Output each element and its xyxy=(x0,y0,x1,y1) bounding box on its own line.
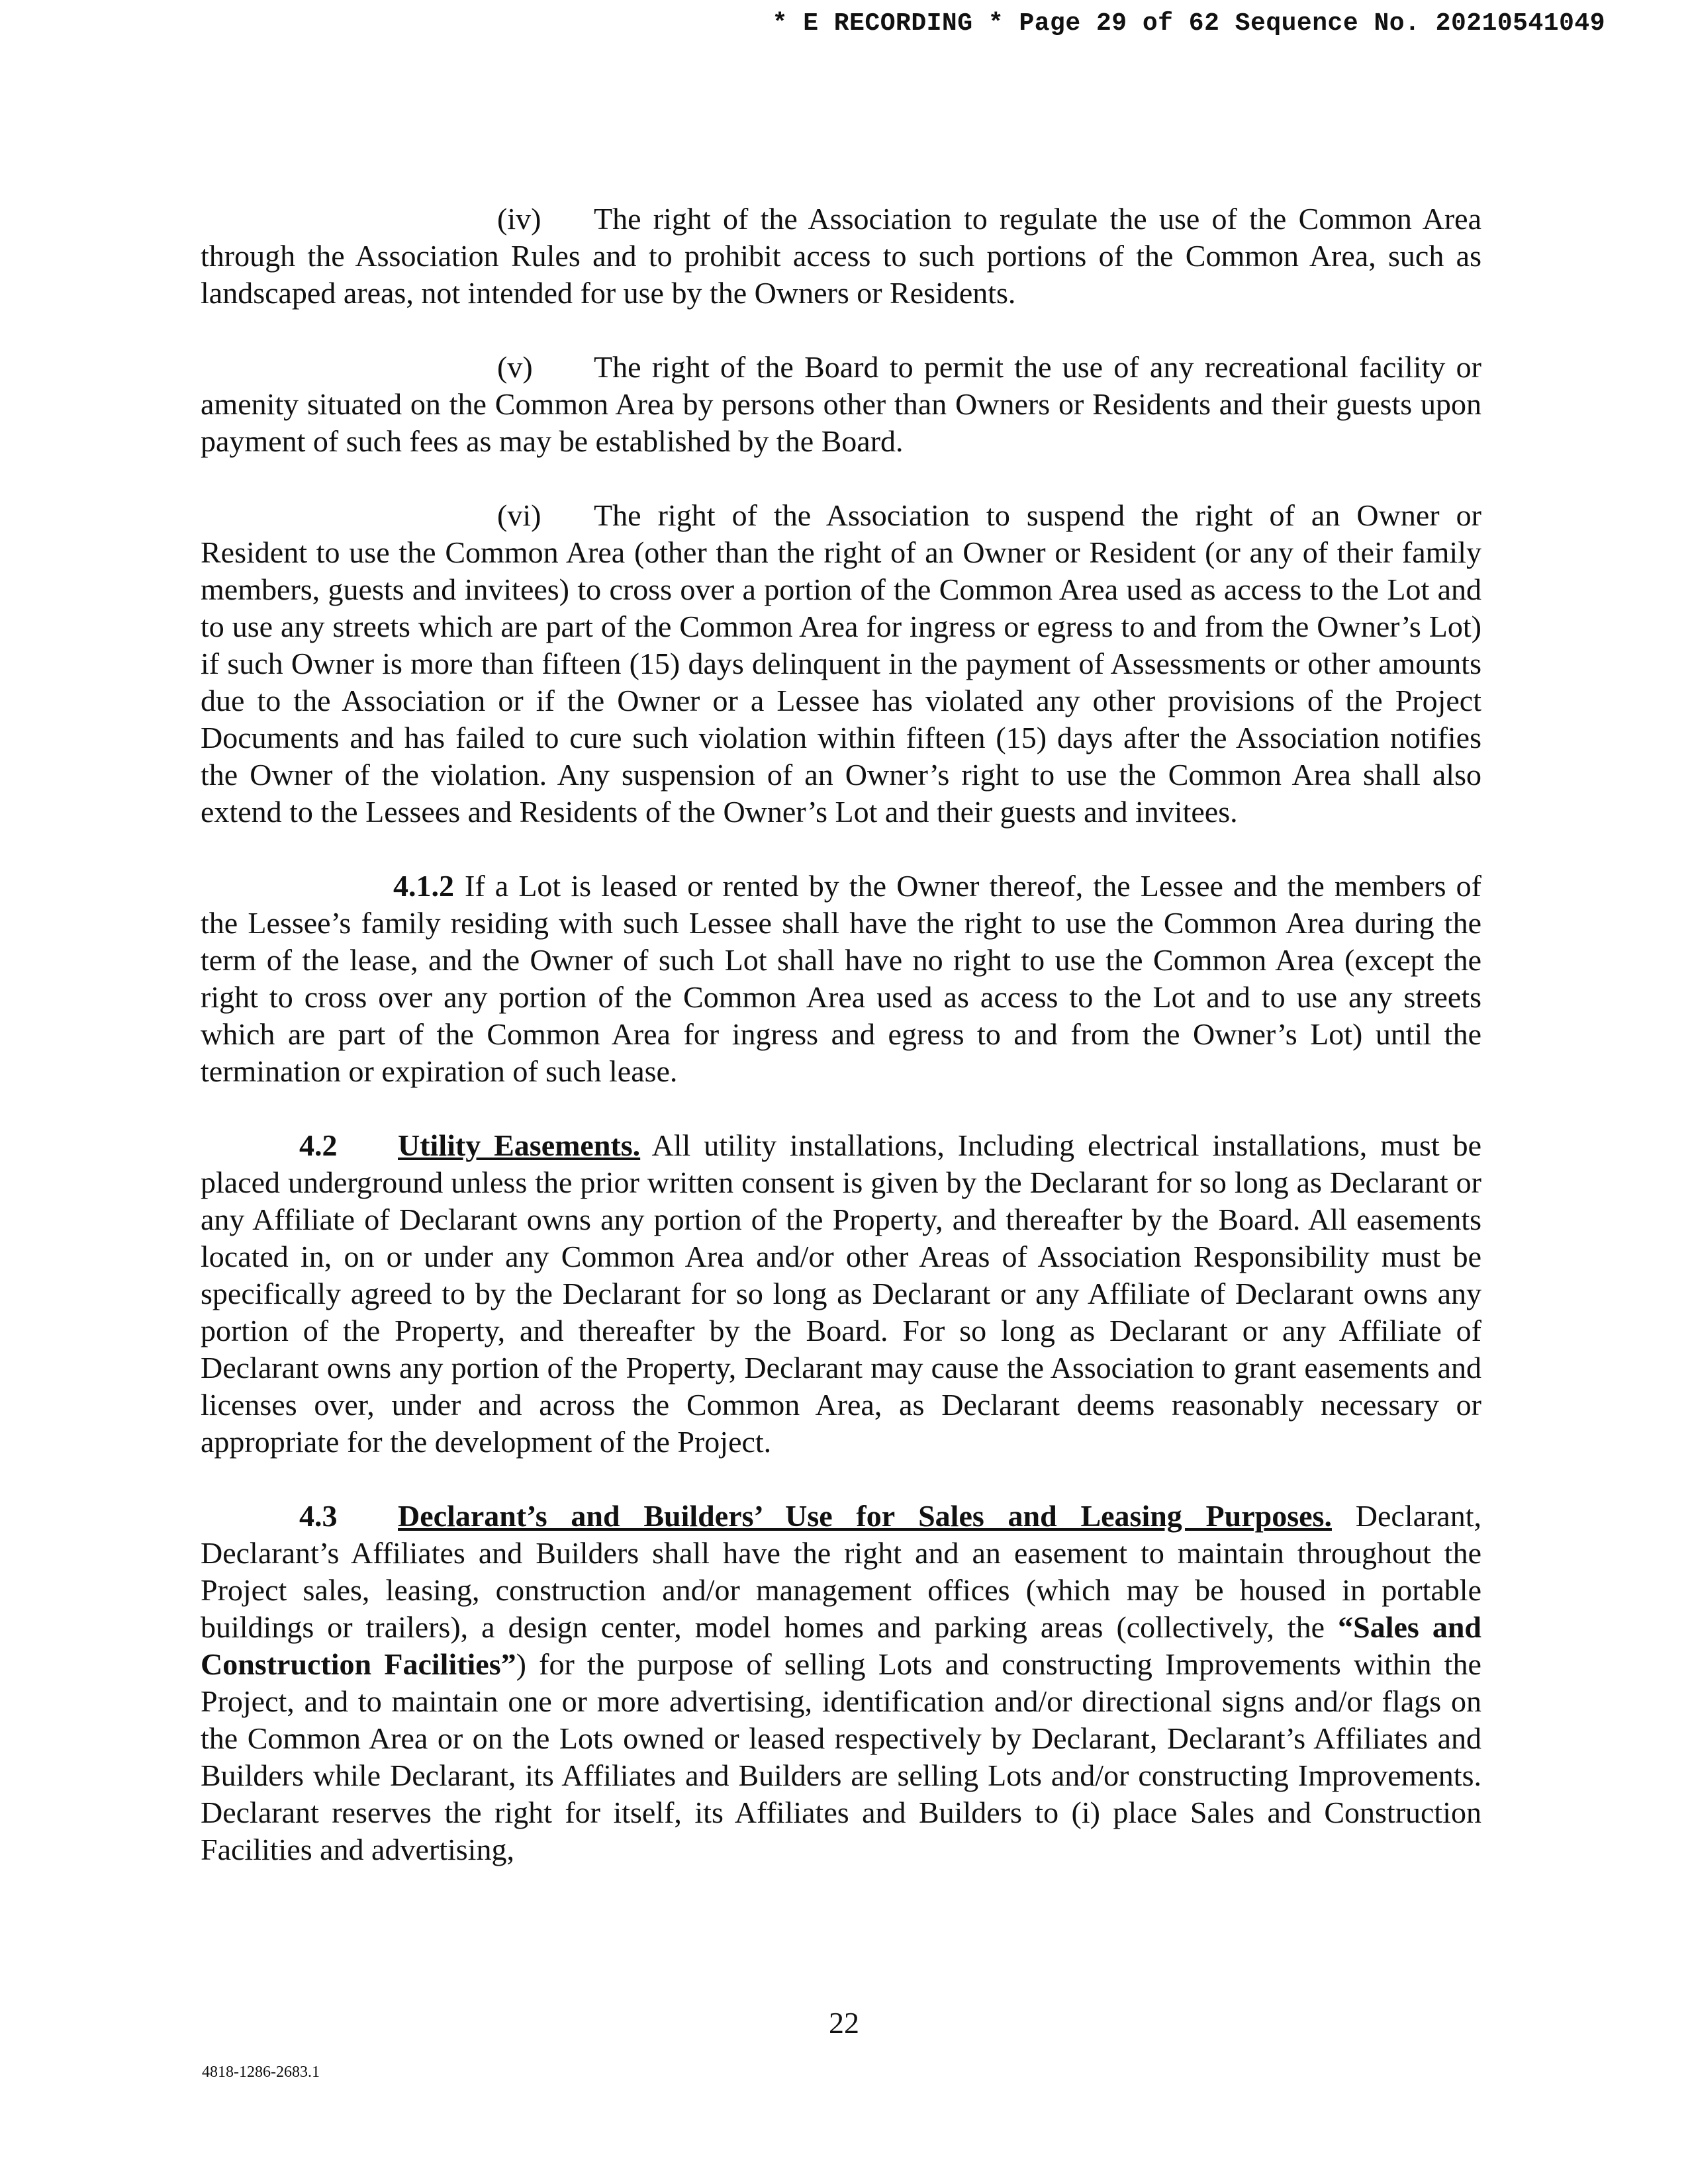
paragraph-label: (v) xyxy=(497,350,533,384)
paragraph-vi xyxy=(201,497,1481,831)
section-number: 4.3 xyxy=(299,1499,338,1533)
section-number: 4.2 xyxy=(299,1128,338,1162)
document-id: 4818-1286-2683.1 xyxy=(202,2064,320,2081)
paragraph-text: The right of the Board to permit the use of any recreational facility or amenity situated on the Common Area by persons other than Owners or Residents and their guests upon payment of such fees as may be established by the Board. xyxy=(201,350,1481,458)
paragraph-label: (vi) xyxy=(497,498,541,532)
paragraph-iv xyxy=(201,201,1481,312)
recording-header: * E RECORDING * Page 29 of 62 Sequence No. 20210541049 xyxy=(772,9,1605,38)
section-text: If a Lot is leased or rented by the Owner thereof, the Lessee and the members of the Lessee’s family residing with such Lessee shall have the right to use the Common Area during the term of the lease, and the Owner of such Lot shall have no right to use the Common Area (except the right to cross over any portion of the Common Area used as access to the Lot and to use any streets which are part of the Common Area for ingress and egress to and from the Owner’s Lot) until the termination or expiration of such lease. xyxy=(201,869,1481,1088)
section-text-continued: ) for the purpose of selling Lots and constructing Improvements within the Project, and to maintain one or more advertising, identification and/or directional signs and/or flags on the Common Area or on the Lots owned or leased respectively by Declarant, Declarant’s Affiliates and Builders while Declarant, its Affiliates and Builders are selling Lots and/or constructing Improvements. Declarant reserves the right for itself, its Affiliates and Builders to (i) place Sales and Construction Facilities and advertising, xyxy=(201,1647,1481,1866)
section-text: All utility installations, Including electrical installations, must be placed underground unless the prior written consent is given by the Declarant for so long as Declarant or any Affiliate of Declarant owns any portion of the Property, and thereafter by the Board. All easements located in, on or under any Common Area and/or other Areas of Association Responsibility must be specifically agreed to by the Declarant for so long as Declarant or any Affiliate of Declarant owns any portion of the Property, and thereafter by the Board. For so long as Declarant or any Affiliate of Declarant owns any portion of the Property, Declarant may cause the Association to grant easements and licenses over, under and across the Common Area, as Declarant deems reasonably necessary or appropriate for the development of the Project. xyxy=(201,1128,1481,1459)
paragraph-text: The right of the Association to suspend the right of an Owner or Resident to use the Common Area (other than the right of an Owner or Resident (or any of their family members, guests and invitees) to cross over a portion of the Common Area used as access to the Lot and to use any streets which are part of the Common Area for ingress or egress to and from the Owner’s Lot) if such Owner is more than fifteen (15) days delinquent in the payment of Assessments or other amounts due to the Association or if the Owner or a Lessee has violated any other provisions of the Project Documents and has failed to cure such violation within fifteen (15) days after the Association notifies the Owner of the violation. Any suspension of an Owner’s right to use the Common Area shall also extend to the Lessees and Residents of the Owner’s Lot and their guests and invitees. xyxy=(201,498,1481,829)
section-title: Utility Easements. xyxy=(398,1128,641,1162)
defined-term: “Sales and Construction Facilities” xyxy=(201,1610,1481,1681)
paragraph-label: (iv) xyxy=(497,202,541,236)
section-4-1-2 xyxy=(201,868,1481,1090)
paragraph-text: The right of the Association to regulate the use of the Common Area through the Association Rules and to prohibit access to such portions of the Common Area, such as landscaped areas, not intended for use by the Owners or Residents. xyxy=(201,202,1481,310)
section-4-3 xyxy=(201,1498,1481,1868)
section-text: Declarant, Declarant’s Affiliates and Builders shall have the right and an easement to maintain throughout the Project sales, leasing, construction and/or management offices (which may be housed in portable buildings or trailers), a design center, model homes and parking areas (collectively, the xyxy=(201,1499,1482,1644)
document-body xyxy=(201,201,1481,1868)
paragraph-v xyxy=(201,349,1481,460)
section-title: Declarant’s and Builders’ Use for Sales and Leasing Purposes. xyxy=(398,1499,1332,1533)
section-number: 4.1.2 xyxy=(393,869,454,903)
page-number: 22 xyxy=(829,2006,859,2040)
section-4-2 xyxy=(201,1127,1481,1461)
